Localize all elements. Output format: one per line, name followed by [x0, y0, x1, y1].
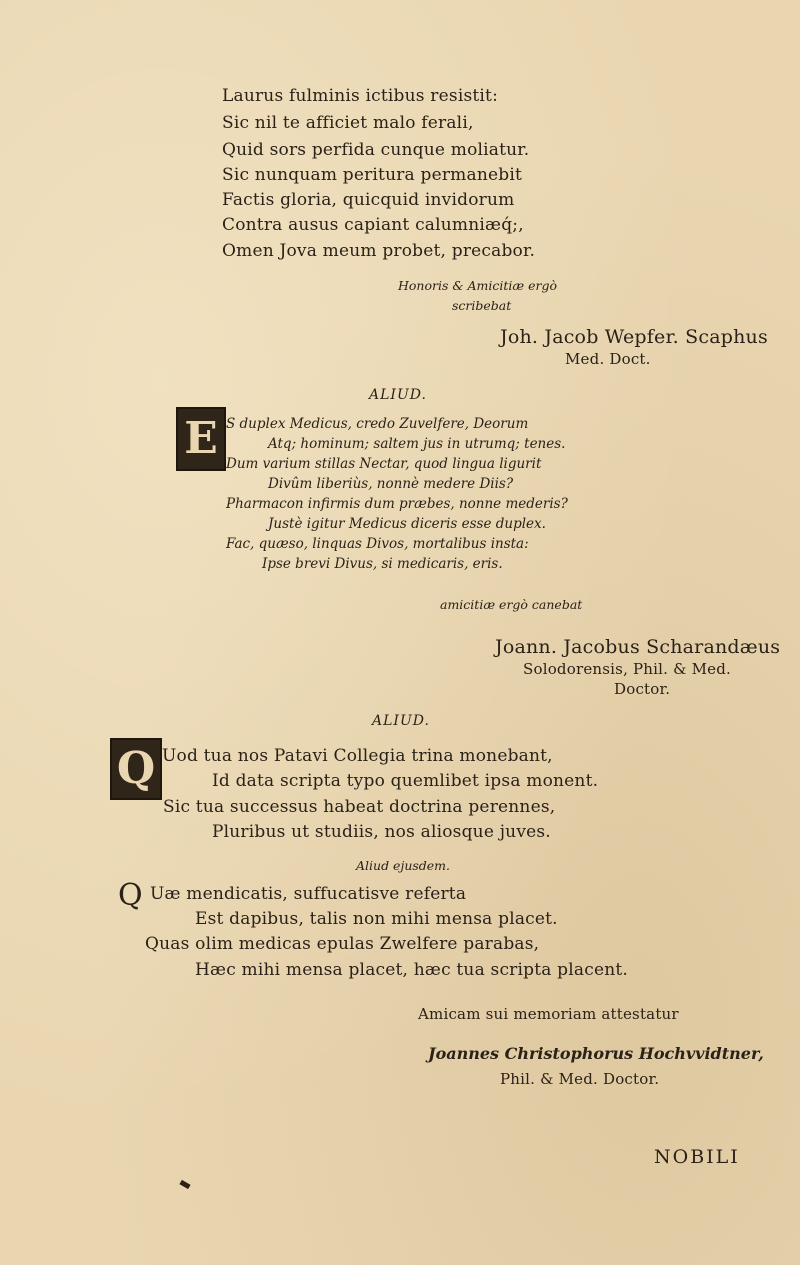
poem3-line-4: Pluribus ut studiis, nos aliosque juves. — [212, 822, 551, 842]
poem1-dedication-1: Honoris & Amicitiæ ergò — [398, 278, 557, 293]
poem4-line-4: Hæc mihi mensa placet, hæc tua scripta placent. — [195, 960, 628, 980]
poem2-signature-title: Doctor. — [614, 680, 671, 698]
poem1-line-2: Sic nil te afficiet malo ferali, — [222, 113, 474, 133]
ink-mark — [179, 1180, 190, 1189]
decorated-initial-q: Q — [110, 738, 162, 800]
poem2-line-7: Fac, quæso, linquas Divos, mortalibus insta: — [226, 536, 529, 552]
poem2-dedication: amicitiæ ergò canebat — [440, 597, 583, 612]
poem4-signature-title: Phil. & Med. Doctor. — [500, 1070, 660, 1088]
poem2-line-5: Pharmacon infirmis dum præbes, nonne mederis? — [226, 496, 568, 512]
poem1-line-5: Factis gloria, quicquid invidorum — [222, 190, 515, 210]
poem1-line-7: Omen Jova meum probet, precabor. — [222, 241, 536, 261]
poem2-line-6: Justè igitur Medicus diceris esse duplex. — [268, 516, 546, 532]
poem4-line-2: Est dapibus, talis non mihi mensa placet. — [195, 909, 558, 929]
poem2-line-1: S duplex Medicus, credo Zuvelfere, Deorum — [226, 416, 529, 432]
poem1-dedication-2: scribebat — [452, 298, 512, 313]
poem1-line-4: Sic nunquam peritura permanebit — [222, 165, 522, 185]
poem4-heading: Aliud ejusdem. — [356, 858, 451, 873]
poem2-line-2: Atq; hominum; saltem jus in utrumq; tenes. — [268, 436, 566, 452]
initial-q: Q — [118, 878, 143, 913]
poem4-line-3: Quas olim medicas epulas Zwelfere parabas, — [145, 934, 540, 954]
poem1-line-6: Contra ausus capiant calumniæq́;, — [222, 215, 524, 235]
poem3-line-2: Id data scripta typo quemlibet ipsa monent. — [212, 771, 599, 791]
poem3-heading: ALIUD. — [372, 713, 430, 729]
poem1-line-1: Laurus fulminis ictibus resistit: — [222, 86, 499, 106]
poem1-signature-name: Joh. Jacob Wepfer. Scaphus — [500, 326, 768, 348]
catchword: NOBILI — [654, 1146, 740, 1168]
decorated-initial-e: E — [176, 407, 226, 471]
poem2-signature-name: Joann. Jacobus Scharandæus — [495, 636, 781, 658]
poem2-line-3: Dum varium stillas Nectar, quod lingua ligurit — [226, 456, 542, 472]
poem1-signature-title: Med. Doct. — [565, 350, 651, 368]
poem2-line-8: Ipse brevi Divus, si medicaris, eris. — [262, 556, 503, 572]
poem2-signature-origin: Solodorensis, Phil. & Med. — [523, 660, 732, 678]
poem4-signature-name: Joannes Christophorus Hochvvidtner, — [428, 1044, 764, 1063]
poem3-line-1: Uod tua nos Patavi Collegia trina monebant, — [162, 746, 553, 766]
poem2-line-4: Divûm liberiùs, nonnè medere Diis? — [268, 476, 514, 492]
poem1-line-3: Quid sors perfida cunque moliatur. — [222, 140, 530, 160]
poem2-heading: ALIUD. — [369, 387, 427, 403]
poem4-line-1: Uæ mendicatis, suffucatisve referta — [150, 884, 467, 904]
poem3-line-3: Sic tua successus habeat doctrina perennes, — [163, 797, 556, 817]
poem4-dedication: Amicam sui memoriam attestatur — [418, 1005, 679, 1023]
